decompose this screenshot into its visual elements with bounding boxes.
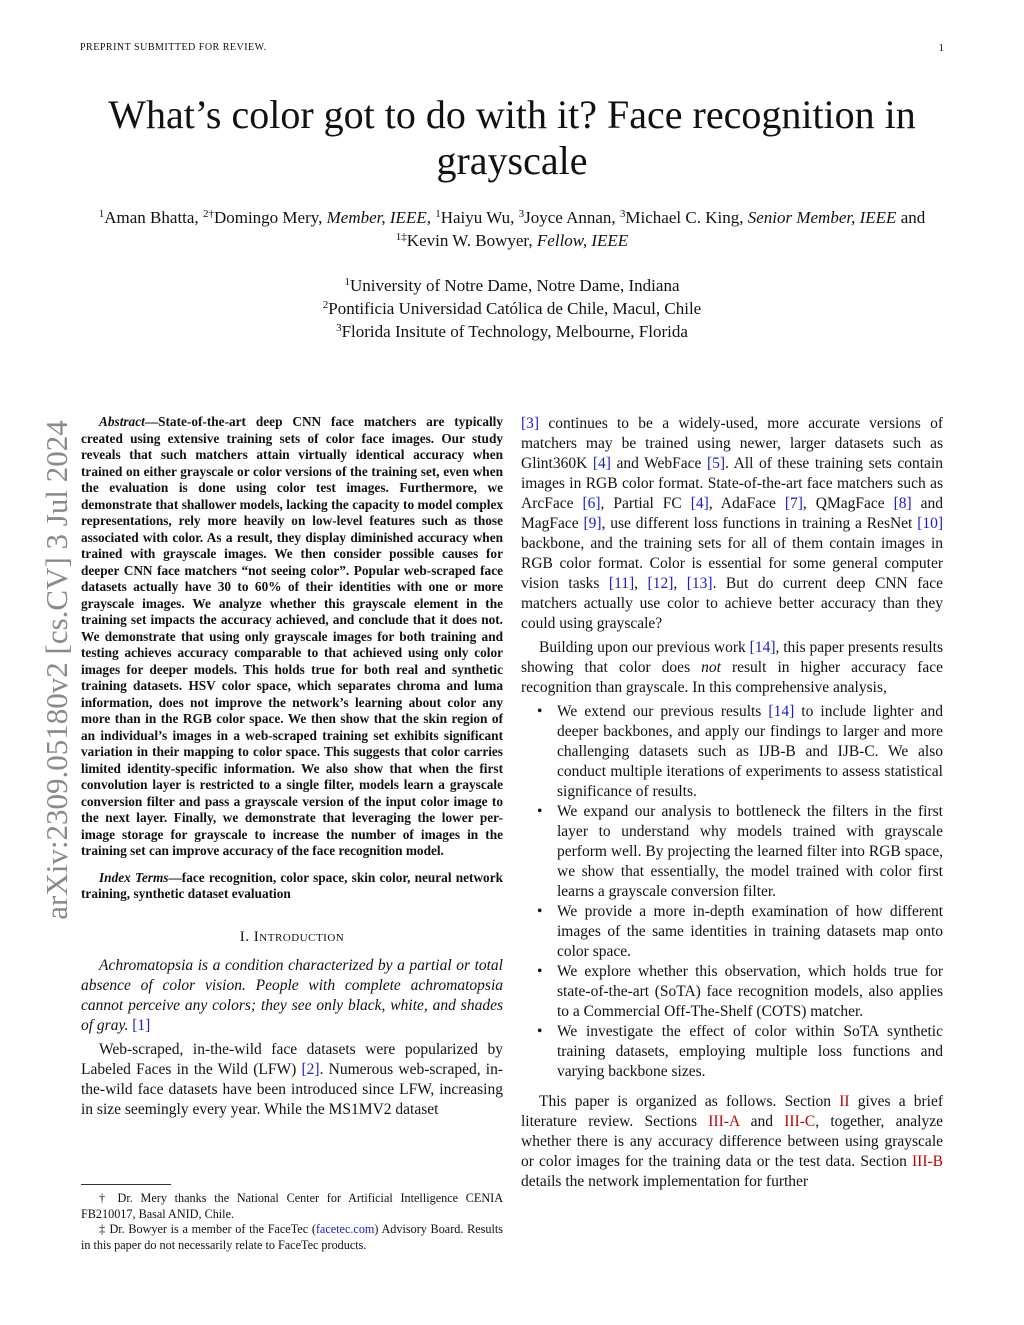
- citation-link[interactable]: [5]: [706, 455, 726, 472]
- text-run: We explore whether this observation, which holds true for state-of-the-art (SoTA) face recognition models, also applies to a Commercial Off-The-Shelf (COTS) matcher.: [557, 963, 943, 1020]
- author-sup: 3: [518, 208, 525, 220]
- text-run: and WebFace: [616, 455, 702, 472]
- author-name: Michael C. King,: [625, 208, 744, 227]
- text-run: . All of these training sets contain images in RGB color format. State-of-the-art face matchers such as ArcFace: [521, 455, 943, 512]
- affiliation-sup: 1: [344, 276, 350, 288]
- footnote: [81, 1222, 503, 1253]
- author-name: Kevin W. Bowyer,: [406, 231, 533, 250]
- arxiv-identifier: arXiv:2309.05180v2 [cs.CV] 3 Jul 2024: [39, 420, 74, 920]
- list-item: [537, 962, 943, 1022]
- affiliation-text: University of Notre Dame, Notre Dame, Indiana: [350, 276, 680, 295]
- paper-title: What’s color got to do with it? Face recognition in grayscale: [108, 92, 916, 183]
- author-role: Senior Member, IEEE: [747, 208, 897, 227]
- abstract-label: Abstract: [99, 414, 145, 429]
- emphasis: not: [701, 659, 721, 676]
- text-run: and MagFace: [521, 495, 944, 532]
- footnote-divider: [81, 1184, 171, 1185]
- left-column: [81, 414, 503, 1124]
- text-run: to include lighter and deeper backbones, and apply our findings to larger and more challenging datasets such as IJB-B and IJB-C. We also conduct multiple iterations of experiments to assess statistical significance of results.: [557, 703, 943, 800]
- citation-link[interactable]: [13]: [686, 575, 713, 592]
- affiliation-sup: 2: [322, 299, 329, 311]
- text-run: ) Advisory Board. Results in this paper do not necessarily relate to FaceTec products.: [81, 1222, 503, 1252]
- bullet-icon: •: [537, 963, 543, 980]
- list-item: [537, 1022, 943, 1082]
- text-run: This paper is organized as follows. Section: [539, 1093, 832, 1110]
- citation-link[interactable]: [8]: [893, 495, 912, 512]
- author-sup: 1: [435, 208, 441, 220]
- text-run: , together, analyze whether there is any accuracy difference between using grayscale or color images for the training data or the test data. Section: [521, 1113, 943, 1170]
- facetec-link[interactable]: facetec.com: [315, 1222, 375, 1236]
- section-link[interactable]: III-A: [708, 1113, 740, 1130]
- citation-link[interactable]: [2]: [301, 1060, 320, 1078]
- author-list: [80, 206, 944, 252]
- text-run: result in higher accuracy face recognition than grayscale. In this comprehensive analysis,: [521, 659, 944, 696]
- intro-paragraph-1: [81, 1040, 503, 1120]
- index-terms: [81, 870, 503, 903]
- author-sup: 3: [619, 208, 626, 220]
- index-terms-text: —face recognition, color space, skin color, neural network training, synthetic dataset evaluation: [81, 869, 503, 901]
- author-name: Aman Bhatta,: [104, 208, 199, 227]
- text-run: , Partial FC: [600, 495, 682, 512]
- text-run: continues to be a widely-used, more accurate versions of matchers may be trained using newer, larger datasets such as Glint360K: [521, 415, 943, 472]
- list-item: [537, 802, 943, 902]
- bullet-icon: •: [537, 1023, 543, 1040]
- citation-link[interactable]: [7]: [784, 495, 803, 512]
- text-run: . But do current deep CNN face matchers actually use color to achieve better accuracy than they could using grayscale?: [521, 575, 943, 632]
- section-number: I.: [239, 928, 250, 945]
- author-sup: 2†: [202, 208, 214, 220]
- epigraph-text: Achromatopsia is a condition characterized by a partial or total absence of color vision. People with complete achromatopsia cannot perceive any colors; they see only black, white, and shades of gray.: [81, 956, 503, 1034]
- citation-link[interactable]: [12]: [647, 575, 674, 592]
- citation-link[interactable]: [3]: [521, 415, 540, 432]
- section-link[interactable]: III-B: [912, 1153, 943, 1170]
- author-name: Domingo Mery,: [213, 208, 323, 227]
- text-run: , this paper presents results showing that color does: [521, 639, 944, 676]
- contributions-list: [521, 702, 943, 1082]
- citation-link[interactable]: [9]: [583, 515, 602, 532]
- text-run: We extend our previous results: [557, 703, 762, 720]
- text-run: ,: [673, 575, 678, 592]
- affiliation-sup: 3: [336, 322, 342, 334]
- text-run: backbone, and the training sets for all of them contain images in RGB color format. Color is essential for some general computer vision tasks: [521, 535, 943, 592]
- affiliation: [80, 320, 944, 343]
- abstract-text: —State-of-the-art deep CNN face matchers are typically created using extensive training sets of color face images. Our study reveals that such matchers attain virtually identical accuracy when trained on either grayscale or color versions of the training set, even when the evaluation is done using color test images. Furthermore, we demonstrate that shallower models, lacking the capacity to model complex representations, rely more heavily on low-level features such as those associated with color. As a result, they display diminished accuracy when trained with grayscale images. We then consider possible causes for deeper CNN face matchers “not seeing color”. Popular web-scraped face datasets actually have 30 to 60% of their identities with one or more grayscale images. We analyze whether this grayscale element in the training set impacts the accuracy achieved, and conclude that it does not. We demonstrate that using only grayscale images for both training and testing achieves accuracy comparable to that achieved using only color images for deeper models. This holds true for both real and synthetic training datasets. HSV color space, which separates chroma and luma information, does not improve the network’s learning about color any more than in the RGB color space. We then show that the skin region of an individual’s images in a web-scraped training set exhibits significant variation in their mapping to color space. This suggests that color carries limited identity-specific information. We also show that when the first convolution layer is restricted to a single filter, models learn a grayscale conversion filter and pass a grayscale version of the input color image to the next layer. Finally, we demonstrate that leveraging the lower per-image storage for grayscale to increase the number of images in the training set can improve accuracy of the face recognition model.: [81, 414, 503, 858]
- text-run: We investigate the effect of color within SoTA synthetic training datasets, employing multiple loss functions and varying backbone sizes.: [557, 1023, 943, 1080]
- text-run: . Numerous web-scraped, in-the-wild face datasets have been introduced since LFW, increasing in size seemingly every year. While the MS1MV2 dataset: [81, 1060, 504, 1118]
- bullet-icon: •: [537, 703, 543, 720]
- citation-link[interactable]: [6]: [582, 495, 601, 512]
- citation-link[interactable]: [14]: [768, 703, 795, 720]
- text-run: details the network implementation for further: [521, 1173, 809, 1190]
- text-run: and: [750, 1113, 773, 1130]
- citation-link[interactable]: [11]: [608, 575, 635, 592]
- citation-link[interactable]: [4]: [592, 455, 611, 472]
- citation-link[interactable]: [1]: [132, 1016, 151, 1034]
- text-run: Building upon our previous work: [539, 639, 746, 656]
- citation-link[interactable]: [14]: [749, 639, 776, 656]
- text-run: ,: [634, 575, 639, 592]
- text-run: We provide a more in-depth examination of how different images of the same identities in training datasets map onto color space.: [557, 903, 943, 960]
- intro-paragraph-1-continued: [521, 414, 943, 634]
- text-run: , use different loss functions in training a ResNet: [601, 515, 913, 532]
- bullet-icon: •: [537, 803, 543, 820]
- affiliation-list: [80, 274, 944, 343]
- affiliation-text: Florida Insitute of Technology, Melbourne, Florida: [341, 322, 688, 341]
- intro-paragraph-2: [521, 638, 943, 698]
- abstract: [81, 414, 503, 860]
- author-sup: 1: [98, 208, 105, 220]
- footnotes: [81, 1191, 503, 1253]
- list-item: [537, 702, 943, 802]
- text-run: We expand our analysis to bottleneck the filters in the first layer to understand why models trained with grayscale perform well. By projecting the learned filter into RGB space, we show that essentially, the model trained with color first learns a grayscale conversion filter.: [557, 803, 943, 900]
- section-heading-introduction: [81, 929, 503, 946]
- text-run: ‡ Dr. Bowyer is a member of the FaceTec (: [99, 1222, 316, 1236]
- affiliation: [80, 274, 944, 297]
- running-header: PREPRINT SUBMITTED FOR REVIEW.: [80, 42, 267, 53]
- footnote: † Dr. Mery thanks the National Center for Artificial Intelligence CENIA FB210017, Basal ANID, Chile.: [81, 1191, 503, 1221]
- text-run: , AdaFace: [708, 495, 776, 512]
- author-role: Fellow, IEEE: [536, 231, 629, 250]
- citation-link[interactable]: [10]: [917, 515, 944, 532]
- text-run: Web-scraped, in-the-wild face datasets were popularized by Labeled Faces in the Wild (LFW): [81, 1040, 503, 1078]
- author-conjunction: and: [900, 208, 926, 227]
- intro-paragraph-3: [521, 1092, 943, 1192]
- list-item: [537, 902, 943, 962]
- section-link[interactable]: III-C: [784, 1113, 816, 1130]
- bullet-icon: •: [537, 903, 543, 920]
- section-link[interactable]: II: [839, 1093, 850, 1110]
- text-run: gives a brief literature review. Sections: [521, 1093, 944, 1130]
- affiliation-text: Pontificia Universidad Católica de Chile, Macul, Chile: [328, 299, 702, 318]
- author-name: Joyce Annan,: [524, 208, 616, 227]
- author-name: Haiyu Wu,: [440, 208, 515, 227]
- affiliation: [80, 297, 944, 320]
- section-title: Introduction: [253, 928, 345, 945]
- author-role: Member, IEEE,: [326, 208, 431, 227]
- right-column: [521, 414, 943, 1196]
- citation-link[interactable]: [4]: [690, 495, 709, 512]
- author-sup: 1‡: [395, 231, 407, 243]
- intro-epigraph: [81, 956, 503, 1036]
- index-terms-label: Index Terms: [99, 869, 169, 885]
- page-number: 1: [938, 42, 944, 54]
- text-run: , QMagFace: [802, 495, 885, 512]
